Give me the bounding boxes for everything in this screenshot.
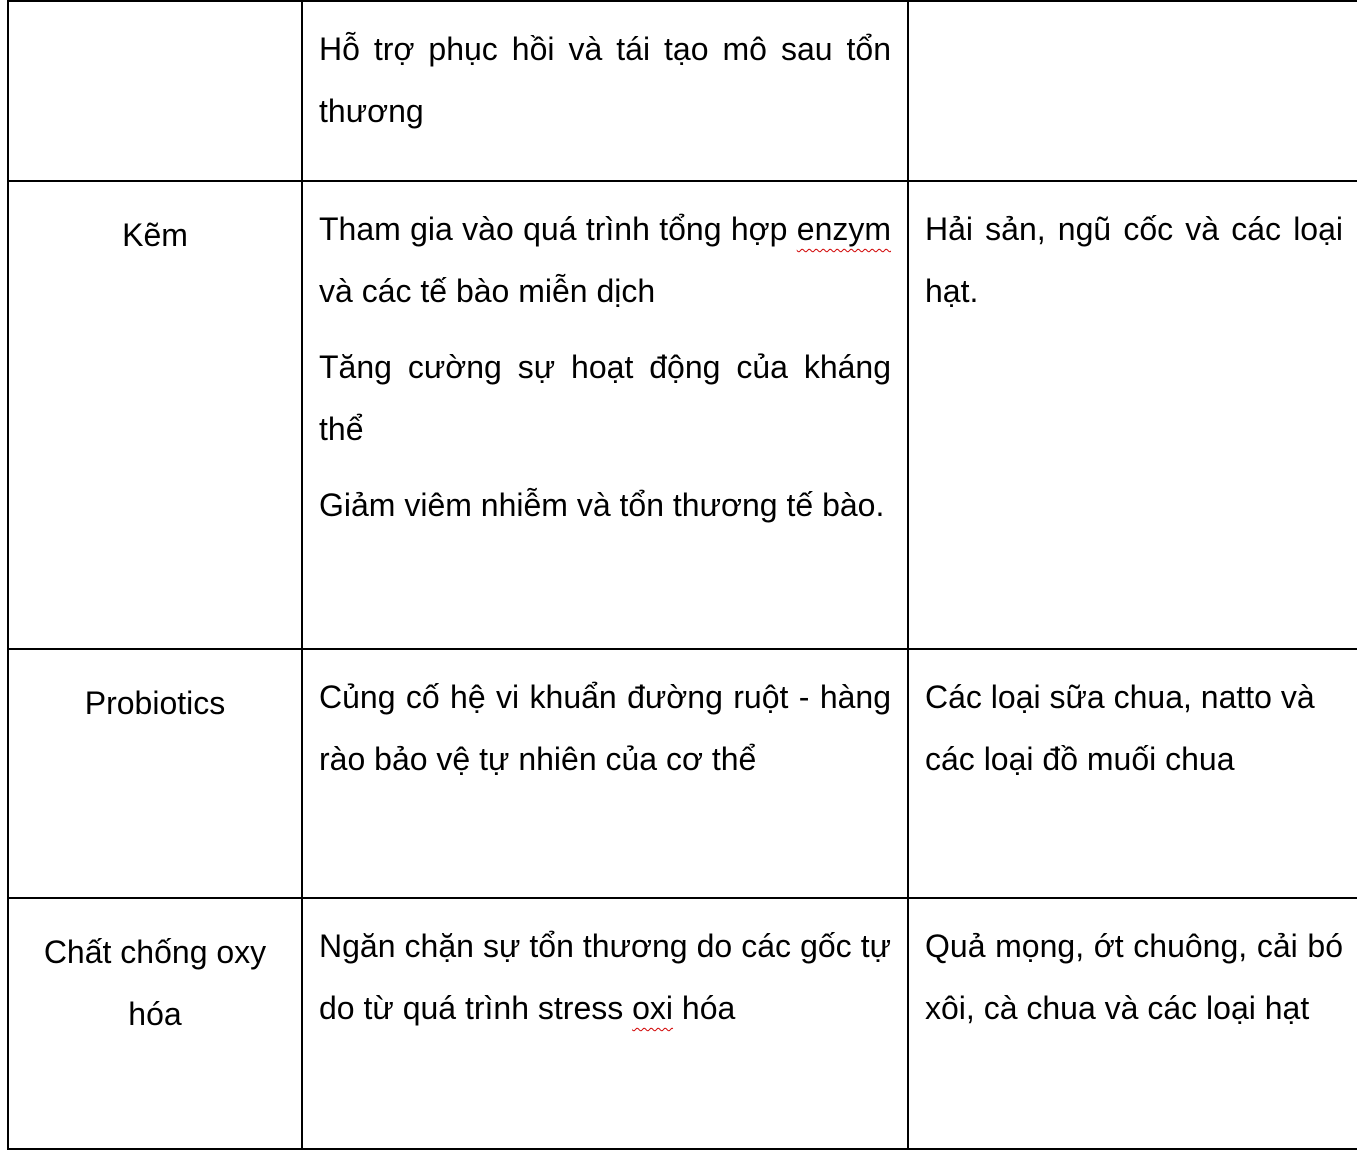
function-cell [302, 649, 908, 898]
food-text: Hải sản, ngũ cốc và các loại hạt. [925, 211, 1343, 309]
table-row [8, 649, 1357, 898]
function-cell [302, 898, 908, 1149]
food-cell [908, 1, 1357, 181]
food-cell [908, 181, 1357, 649]
function-cell [302, 181, 908, 649]
nutrient-cell: Chất chống oxy hóa [8, 898, 302, 1149]
food-text: Quả mọng, ớt chuông, cải bó xôi, cà chua và các loại hạt [925, 928, 1343, 1026]
function-text-part: Tham gia vào quá trình tổng hợp [319, 211, 788, 247]
function-text [319, 198, 891, 322]
nutrition-table [7, 0, 1357, 1150]
function-text: Củng cố hệ vi khuẩn đường ruột - hàng rào bảo vệ tự nhiên của cơ thể [319, 679, 891, 777]
table-row [8, 898, 1357, 1149]
table-row [8, 1, 1357, 181]
nutrient-cell [8, 1, 302, 181]
function-text [319, 915, 891, 1039]
food-cell [908, 898, 1357, 1149]
function-text-part: Ngăn chặn sự tổn thương do các gốc tự do từ quá trình stress [319, 928, 891, 1026]
nutrient-cell: Probiotics [8, 649, 302, 898]
food-cell [908, 649, 1357, 898]
misspelled-word[interactable]: oxi [632, 990, 674, 1026]
function-text: Tăng cường sự hoạt động của kháng thể [319, 349, 891, 447]
function-text: Hỗ trợ phục hồi và tái tạo mô sau tổn thương [319, 31, 891, 129]
function-text-part: hóa [681, 990, 736, 1026]
food-text: Các loại sữa chua, natto và các loại đồ muối chua [925, 679, 1315, 777]
table-row [8, 181, 1357, 649]
function-cell [302, 1, 908, 181]
nutrient-cell: Kẽm [8, 181, 302, 649]
function-text: Giảm viêm nhiễm và tổn thương tế bào. [319, 487, 885, 523]
function-text-part: và các tế bào miễn dịch [319, 273, 656, 309]
misspelled-word[interactable]: enzym [796, 211, 892, 247]
